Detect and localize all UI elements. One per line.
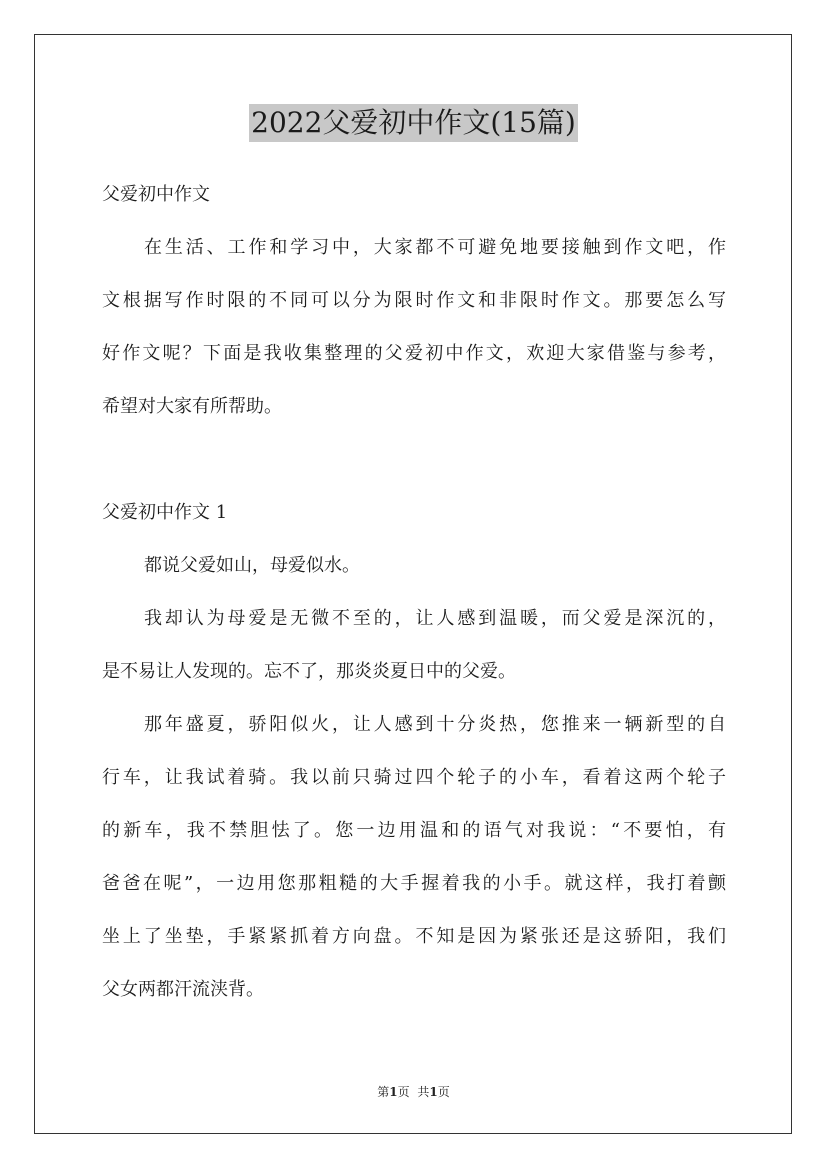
intro-line: 在生活、工作和学习中，大家都不可避免地要接触到作文吧，作: [144, 237, 726, 258]
paragraph-line: 那年盛夏，骄阳似火，让人感到十分炎热，您推来一辆新型的自: [144, 714, 726, 735]
paragraph-line: 都说父爱如山，母爱似水。: [144, 555, 360, 576]
intro-line: 希望对大家有所帮助。: [102, 396, 282, 417]
paragraph-line: 我却认为母爱是无微不至的，让人感到温暖，而父爱是深沉的，: [144, 608, 726, 629]
total-label-prefix: 共: [417, 1085, 430, 1099]
page-label-suffix: 页: [397, 1085, 410, 1099]
paragraph-line: 坐上了坐垫，手紧紧抓着方向盘。不知是因为紧张还是这骄阳，我们: [102, 926, 726, 947]
paragraph-line: 的新车，我不禁胆怯了。您一边用温和的语气对我说：“不要怕，有: [102, 820, 726, 841]
page-label-prefix: 第: [377, 1085, 390, 1099]
paragraph-line: 是不易让人发现的。忘不了，那炎炎夏日中的父爱。: [102, 661, 516, 682]
essay-heading: 父爱初中作文 1: [102, 502, 228, 523]
page-footer: [0, 1083, 827, 1100]
document-title: 2022父爱初中作文(15篇): [249, 104, 578, 142]
total-label-suffix: 页: [437, 1085, 450, 1099]
section-heading: 父爱初中作文: [102, 184, 210, 205]
intro-line: 文根据写作时限的不同可以分为限时作文和非限时作文。那要怎么写: [102, 290, 726, 311]
total-pages: 1: [429, 1085, 438, 1099]
title-container: [0, 104, 827, 142]
document-body: [102, 168, 726, 1016]
paragraph-line: 父女两都汗流浃背。: [102, 979, 264, 1000]
page-number: 1: [389, 1085, 398, 1099]
paragraph-line: 行车，让我试着骑。我以前只骑过四个轮子的小车，看着这两个轮子: [102, 767, 726, 788]
paragraph-gap: [102, 433, 726, 486]
intro-line: 好作文呢？下面是我收集整理的父爱初中作文，欢迎大家借鉴与参考，: [102, 343, 726, 364]
paragraph-line: 爸爸在呢”，一边用您那粗糙的大手握着我的小手。就这样，我打着颤: [102, 873, 726, 894]
